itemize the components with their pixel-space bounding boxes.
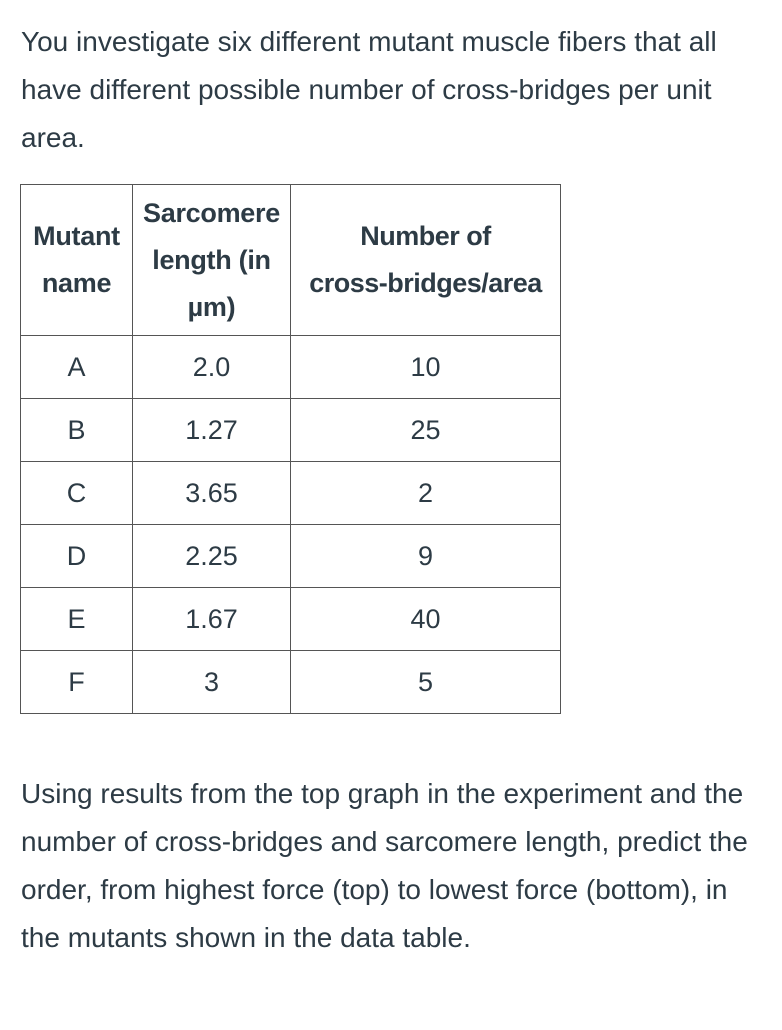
- cell-sarcomere-length: 2.0: [133, 336, 291, 399]
- header-sarcomere-length-line-1: Sarcomere: [143, 197, 280, 228]
- header-mutant-name-line-2: name: [41, 268, 112, 298]
- header-sarcomere-length-line-3: µm): [187, 291, 236, 322]
- table-row: [21, 336, 561, 399]
- cell-sarcomere-length: 2.25: [133, 525, 291, 588]
- cell-mutant-name: C: [21, 462, 133, 525]
- header-sarcomere-length: [133, 185, 291, 336]
- cell-sarcomere-length: 1.67: [133, 588, 291, 651]
- table-row: [21, 525, 561, 588]
- table-row: [21, 399, 561, 462]
- header-mutant-name: [21, 185, 133, 336]
- intro-paragraph: You investigate six different mutant muscle fibers that all have different possible number of cross-bridges per unit area.: [21, 26, 717, 153]
- question-paragraph: Using results from the top graph in the experiment and the number of cross-bridges and sarcomere length, predict the order, from highest force (top) to lowest force (bottom), in the mutants shown in the data table.: [21, 778, 748, 953]
- table-row: [21, 462, 561, 525]
- cell-sarcomere-length: 3: [133, 651, 291, 714]
- mutant-data-table: [20, 184, 561, 714]
- cell-cross-bridges: 5: [291, 651, 561, 714]
- cell-mutant-name: F: [21, 651, 133, 714]
- cell-cross-bridges: 9: [291, 525, 561, 588]
- cell-mutant-name: D: [21, 525, 133, 588]
- cell-mutant-name: A: [21, 336, 133, 399]
- header-mutant-name-line-1: Mutant: [33, 221, 120, 251]
- header-cross-bridges: [291, 185, 561, 336]
- cell-mutant-name: B: [21, 399, 133, 462]
- cell-sarcomere-length: 3.65: [133, 462, 291, 525]
- cell-mutant-name: E: [21, 588, 133, 651]
- header-cross-bridges-line-1: Number of: [360, 221, 491, 251]
- cell-cross-bridges: 25: [291, 399, 561, 462]
- header-cross-bridges-line-2: cross-bridges/area: [309, 268, 542, 298]
- table-row: [21, 588, 561, 651]
- header-sarcomere-length-line-2: length (in: [152, 244, 271, 275]
- cell-sarcomere-length: 1.27: [133, 399, 291, 462]
- cell-cross-bridges: 40: [291, 588, 561, 651]
- cell-cross-bridges: 10: [291, 336, 561, 399]
- cell-cross-bridges: 2: [291, 462, 561, 525]
- table-row: [21, 651, 561, 714]
- table-header-row: [21, 185, 561, 336]
